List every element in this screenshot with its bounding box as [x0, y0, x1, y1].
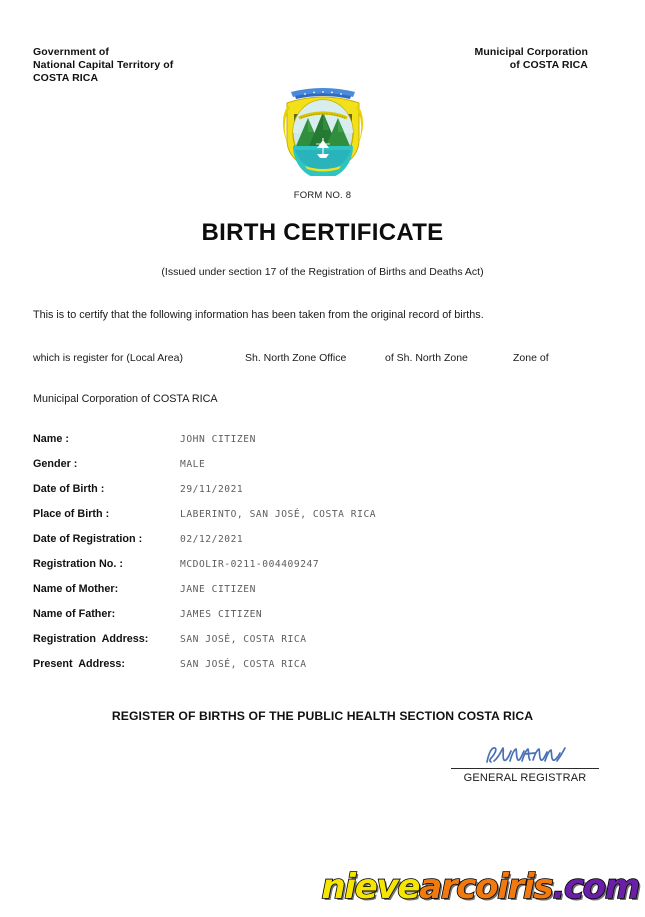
register-area-line	[33, 352, 612, 364]
field-value-date-of-registration: 02/12/2021	[180, 534, 244, 545]
register-area-label: which is register for (Local Area)	[33, 352, 183, 364]
field-value-name-of-mother: JANE CITIZEN	[180, 584, 256, 595]
register-footer-heading: REGISTER OF BIRTHS OF THE PUBLIC HEALTH SECTION COSTA RICA	[111, 709, 534, 723]
field-row	[33, 483, 593, 508]
brand-watermark	[321, 867, 639, 907]
field-row	[33, 533, 593, 558]
header-right-line-1: Municipal Corporation	[474, 46, 588, 58]
field-value-name-of-father: JAMES CITIZEN	[180, 609, 263, 620]
field-label-registration-no: Registration No. :	[33, 558, 123, 570]
emblem-container	[0, 84, 645, 176]
field-value-place-of-birth: LABERINTO, SAN JOSÉ, COSTA RICA	[180, 509, 377, 520]
field-label-date-of-registration: Date of Registration :	[33, 533, 143, 545]
field-label-name: Name :	[33, 433, 70, 445]
header-left-line-1: Government of	[33, 46, 109, 58]
municipal-corporation-line: Municipal Corporation of COSTA RICA	[33, 393, 218, 405]
handwritten-signature-icon	[481, 742, 569, 768]
field-row	[33, 608, 593, 633]
register-of-value: of Sh. North Zone	[385, 352, 468, 364]
certificate-fields	[33, 433, 593, 683]
field-row	[33, 633, 593, 658]
brand-part-2: arcoiris	[419, 867, 553, 907]
document-subtitle: (Issued under section 17 of the Registration of Births and Deaths Act)	[161, 266, 484, 278]
field-row	[33, 508, 593, 533]
page-title: BIRTH CERTIFICATE	[201, 219, 444, 246]
costa-rica-coat-of-arms-icon	[275, 84, 371, 176]
field-value-present-address: SAN JOSÉ, COSTA RICA	[180, 659, 307, 670]
signature-mark	[451, 742, 599, 768]
field-label-name-of-father: Name of Father:	[33, 608, 116, 620]
brand-part-3: .com	[552, 867, 639, 907]
signature-block	[451, 742, 599, 784]
form-number: FORM NO. 8	[293, 190, 352, 201]
field-row	[33, 433, 593, 458]
field-row	[33, 458, 593, 483]
field-value-registration-address: SAN JOSÉ, COSTA RICA	[180, 634, 307, 645]
header-left-line-3: COSTA RICA	[33, 71, 99, 84]
field-row	[33, 583, 593, 608]
header-right-line-2: of COSTA RICA	[509, 58, 588, 71]
header-left-line-2: National Capital Territory of	[33, 58, 174, 71]
field-value-gender: MALE	[180, 459, 206, 470]
field-row	[33, 558, 593, 583]
field-label-registration-address: Registration Address:	[33, 633, 149, 645]
field-value-date-of-birth: 29/11/2021	[180, 484, 244, 495]
header-left-authority	[33, 46, 173, 84]
field-row	[33, 658, 593, 683]
signature-caption: GENERAL REGISTRAR	[463, 772, 587, 784]
brand-part-1: nieve	[321, 867, 420, 907]
field-label-gender: Gender :	[33, 458, 78, 470]
field-label-date-of-birth: Date of Birth :	[33, 483, 105, 495]
field-value-name: JOHN CITIZEN	[180, 434, 256, 445]
register-office-value: Sh. North Zone Office	[245, 352, 347, 364]
certify-statement: This is to certify that the following information has been taken from the original record of births.	[33, 309, 484, 321]
field-value-registration-no: MCDOLIR-0211-004409247	[180, 559, 320, 570]
header-right-authority	[474, 46, 588, 72]
field-label-name-of-mother: Name of Mother:	[33, 583, 119, 595]
field-label-present-address: Present Address:	[33, 658, 126, 670]
register-zone-label: Zone of	[513, 352, 549, 364]
field-label-place-of-birth: Place of Birth :	[33, 508, 110, 520]
